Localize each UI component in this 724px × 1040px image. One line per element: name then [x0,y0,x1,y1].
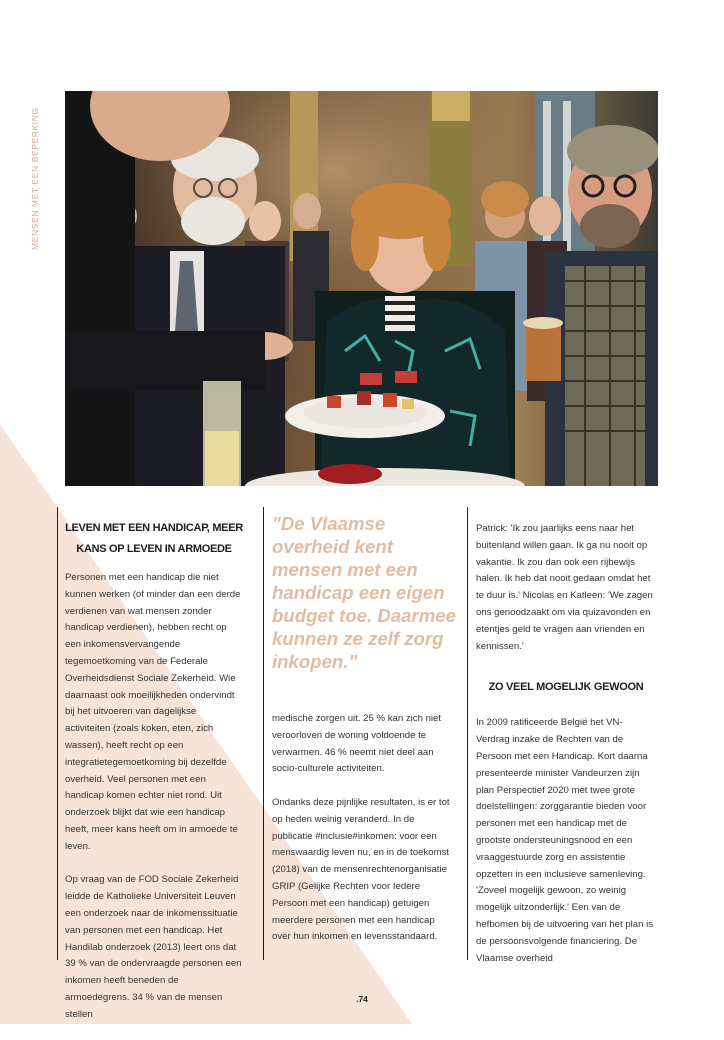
section-side-label: MENSEN MET EEN BEPERKING [30,107,40,250]
event-photo [65,91,658,486]
section-heading-poverty: LEVEN MET EEN HANDICAP, MEER KANS OP LEVEN IN ARMOEDE [65,522,243,555]
pull-quote: "De Vlaamse overheid kent mensen met een handicap een eigen budget toe. Daarmee kunnen ze zelf zorg inkopen." [272,513,456,672]
column-divider-middle [263,507,264,960]
paragraph: Personen met een handicap die niet kunnen werken (of minder dan een derde verdienen van wat mensen zonder handicap verdienen), hebben recht op een inkomensvervangende tegemoetkoming van de Federale Overheidsdienst Sociale Zekerheid. Wie daarnaast ook moeilijkheden ondervindt bij het uitvoeren van dagelijkse activiteiten (zoals koken, eten, zich wassen), heeft recht op een integratietegemoetkoming bij dezelfde overheid. Veel personen met een handicap komen echter niet rond. Uit onderzoek blijkt dat wie een handicap heeft, meer kans heeft om in armoede te leven. [65,572,241,852]
paragraph: Patrick: 'Ik zou jaarlijks eens naar het buitenland willen gaan. Ik ga nu nooit op vakantie. Ik zou dan ook een rijbewijs halen. Ik heb dat nooit gedaan omdat het te duur is.' Nicolas en Katleen: 'We zagen ons genoodzaakt om via quizavonden en etentjes geld te vragen aan vrienden en kennissen.' [476,523,653,652]
paragraph: Op vraag van de FOD Sociale Zekerheid leidde de Katholieke Universiteit Leuven een onderzoek naar de inkomenssituatie van personen met een handicap. Het Handilab onderzoek (2013) leert ons dat 39 % van de ondervraagde personen een inkomen heeft beneden de armoedegrens. 34 % van de mensen stellen [65,874,242,1020]
paragraph: Ondanks deze pijnlijke resultaten, is er tot op heden weinig veranderd. In de publicatie #inclusie#inkomen: voor een menswaardig leven nu, en in de toekomst (2018) van de mensenrechtenorganisatie GRIP (Gelijke Rechten voor Iedere Persoon met een handicap) getuigen meerdere personen met een handicap over hun inkomen en levensstandaard. [272,796,450,943]
section-heading-gewoon: ZO VEEL MOGELIJK GEWOON [488,681,644,694]
column-divider-right [467,507,468,960]
column-divider-left [57,507,58,960]
paragraph: In 2009 ratificeerde België het VN-Verdrag inzake de Rechten van de Persoon met een Handicap. Kort daarna presenteerde minister Vandeurzen zijn plan Perspectief 2020 met twee grote doelstellingen: zorggarantie bieden voor personen met een handicap met de grootste ondersteuningsnood en een vraaggestuurde zorg en assistentie opzetten in een inclusieve samenleving. 'Zoveel mogelijk gewoon, zo weinig mogelijk uitzonderlijk.' Een van de hefbomen bij de uitvoering van het plan is de persoonsvolgende financiering. De Vlaamse overheid [476,717,654,964]
middle-column [272,711,452,963]
paragraph: medische zorgen uit. 25 % kan zich niet veroorloven de woning voldoende te verwarmen. 46 % neemt niet deel aan socio-culturele activiteiten. [272,713,442,775]
right-column [476,521,656,984]
page-number: .74 [356,994,368,1004]
left-column [65,518,243,1040]
event-photo-icon [65,91,658,486]
